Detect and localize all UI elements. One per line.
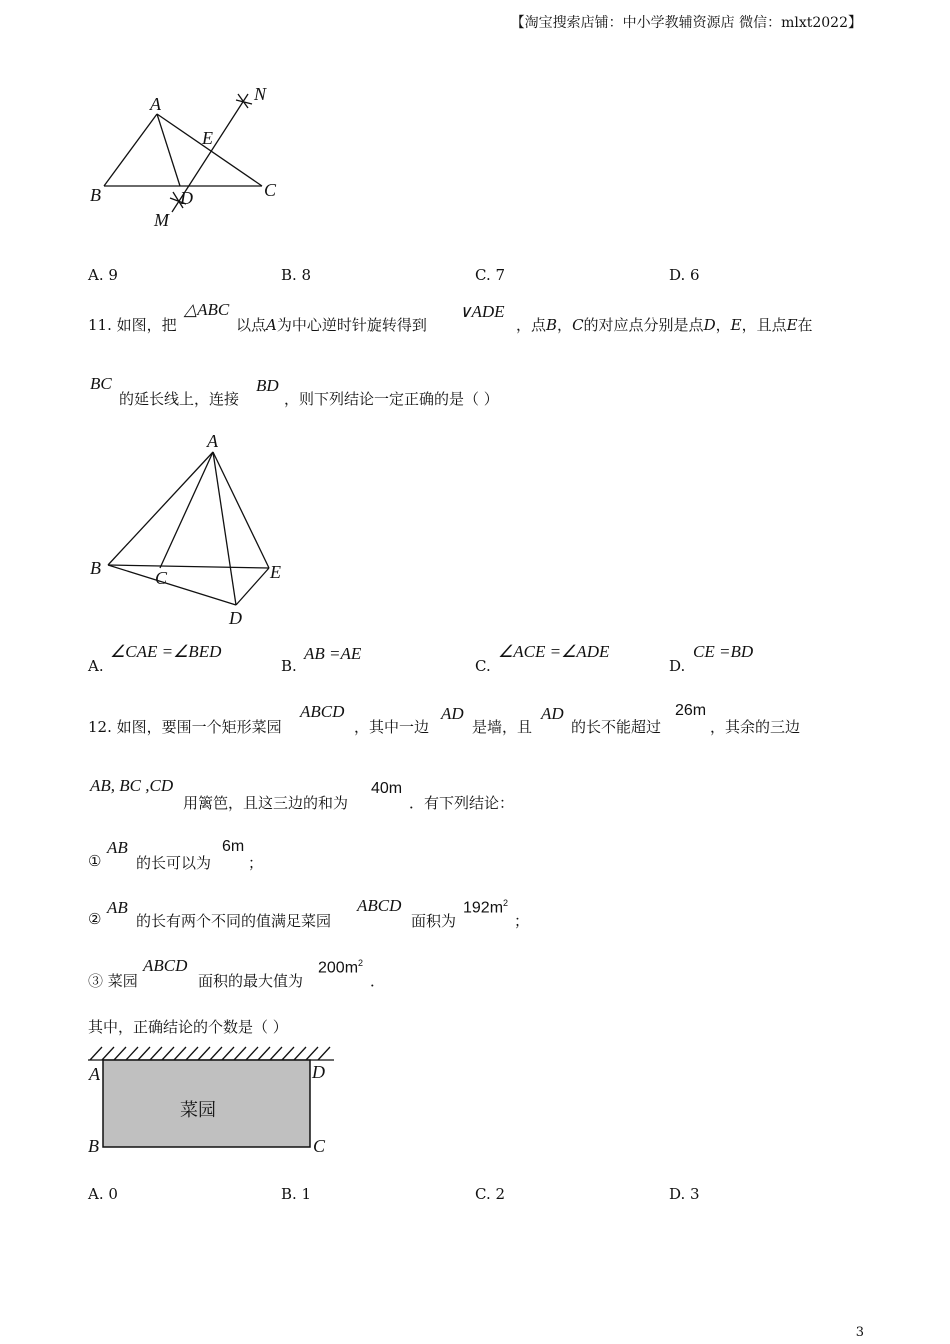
q11-option-d-letter: D.	[669, 657, 686, 675]
page-number: 3	[855, 1325, 864, 1340]
q12-c2-mark: ②	[88, 910, 102, 928]
q12-text-5: ，其余的三边	[710, 718, 801, 736]
q11-text-4: 的延长线上，连接	[119, 390, 240, 408]
q12-option-a: A. 0	[88, 1185, 118, 1203]
fig1-line-ac	[157, 114, 262, 186]
q11-option-a-letter: A.	[88, 657, 104, 675]
q12-c3-text: 面积的最大值为	[198, 972, 304, 990]
q12-abcd: ABCD	[300, 702, 345, 721]
fig2-label-e: E	[270, 562, 281, 582]
q12-c1-end: ；	[248, 854, 264, 872]
q10-option-d: D. 6	[669, 266, 700, 284]
q11-option-a-expr: ∠CAE =∠BED	[110, 642, 222, 661]
q12-c1-mark: ①	[88, 852, 102, 870]
q12-c1-text: 的长可以为	[136, 854, 212, 872]
q12-c2-value: $192m^2$	[463, 898, 509, 917]
fig1-label-m: M	[154, 210, 169, 230]
q11-option-b-expr: AB =AE	[304, 644, 362, 663]
q12-text-6: 用篱笆，且这三边的和为	[183, 794, 349, 812]
q12-option-c: C. 2	[475, 1185, 506, 1203]
q11-option-c-letter: C.	[475, 657, 491, 675]
q11-option-b-letter: B.	[281, 657, 297, 675]
fig3-label-c: C	[313, 1136, 326, 1156]
figure-q12-garden	[80, 1040, 350, 1160]
q11-option-c-expr: ∠ACE =∠ADE	[498, 642, 610, 661]
q10-option-c: C. 7	[475, 266, 506, 284]
fig1-label-n: N	[254, 84, 267, 104]
q11-triangle-ade: ∨ADE	[459, 302, 505, 321]
figure-q10	[80, 80, 300, 240]
fig3-label-d: D	[312, 1062, 325, 1082]
q12-c2-text-2: 面积为	[411, 912, 457, 930]
q11-number: 11. 如图，把	[88, 316, 177, 334]
q11-option-d-expr: CE =BD	[693, 642, 754, 661]
q12-26m: 26m	[675, 702, 707, 719]
q11-text-5: ，则下列结论一定正确的是（ ）	[284, 390, 499, 408]
fig2-label-a: A	[207, 431, 218, 451]
fig1-label-a: A	[150, 94, 161, 114]
fig3-label-a: A	[89, 1064, 100, 1084]
q11-text-2: 以点A为中心逆时针旋转得到	[236, 316, 427, 334]
q12-c3-value: $200m^2$	[318, 958, 364, 977]
q10-option-b: B. 8	[281, 266, 312, 284]
q12-c2-ab: AB	[107, 898, 128, 917]
q11-triangle-abc: △ABC	[184, 300, 230, 319]
q11-bd: BD	[256, 376, 279, 395]
q12-c3-end: ．	[370, 972, 386, 990]
q12-ad-1: AD	[441, 704, 464, 723]
fig1-line-ab	[104, 114, 157, 186]
fig2-line-ab	[108, 452, 213, 565]
fig1-label-c: C	[264, 180, 277, 200]
figure-q11	[80, 428, 300, 633]
q12-c3-abcd: ABCD	[143, 956, 188, 975]
q12-option-d: D. 3	[669, 1185, 700, 1203]
fig2-line-be	[108, 565, 269, 568]
fig3-label-b: B	[88, 1136, 99, 1156]
q12-option-b: B. 1	[281, 1185, 312, 1203]
fig2-line-ac	[160, 452, 213, 568]
fig2-line-ed	[236, 568, 269, 605]
q12-c2-text: 的长有两个不同的值满足菜园	[136, 912, 332, 930]
q12-question: 其中，正确结论的个数是（ ）	[88, 1018, 288, 1036]
fig1-line-ad	[157, 114, 180, 186]
q12-40m: 40m	[371, 780, 403, 797]
q12-text-7: ．有下列结论：	[409, 794, 515, 812]
q10-option-a: A. 9	[88, 266, 118, 284]
q12-text-3: 是墙，且	[472, 718, 533, 736]
q12-c1-value: 6m	[222, 838, 245, 855]
q12-ad-2: AD	[541, 704, 564, 723]
q12-c1-ab: AB	[107, 838, 128, 857]
q12-text-2: ，其中一边	[354, 718, 430, 736]
q11-bc: BC	[90, 374, 112, 393]
q12-number: 12. 如图，要围一个矩形菜园	[88, 718, 282, 736]
q11-text-3: ，点B，C的对应点分别是点D，E，且点E在	[516, 316, 813, 334]
fig2-line-bd	[108, 565, 236, 605]
q12-c2-end: ；	[514, 912, 530, 930]
fig2-label-b: B	[90, 558, 101, 578]
q12-three-sides: AB, BC ,CD	[90, 776, 174, 795]
q12-text-4: 的长不能超过	[571, 718, 662, 736]
q12-c3-mark: ③ 菜园	[88, 972, 138, 990]
fig1-label-e: E	[202, 128, 213, 148]
fig3-garden-label: 菜园	[180, 1100, 216, 1121]
page-header: 【淘宝搜索店铺：中小学教辅资源店 微信：mlxt2022】	[510, 15, 862, 31]
q12-c2-abcd: ABCD	[357, 896, 402, 915]
fig2-label-d: D	[229, 608, 242, 628]
fig2-label-c: C	[155, 568, 168, 588]
fig1-label-d: D	[180, 188, 193, 208]
fig1-label-b: B	[90, 185, 101, 205]
